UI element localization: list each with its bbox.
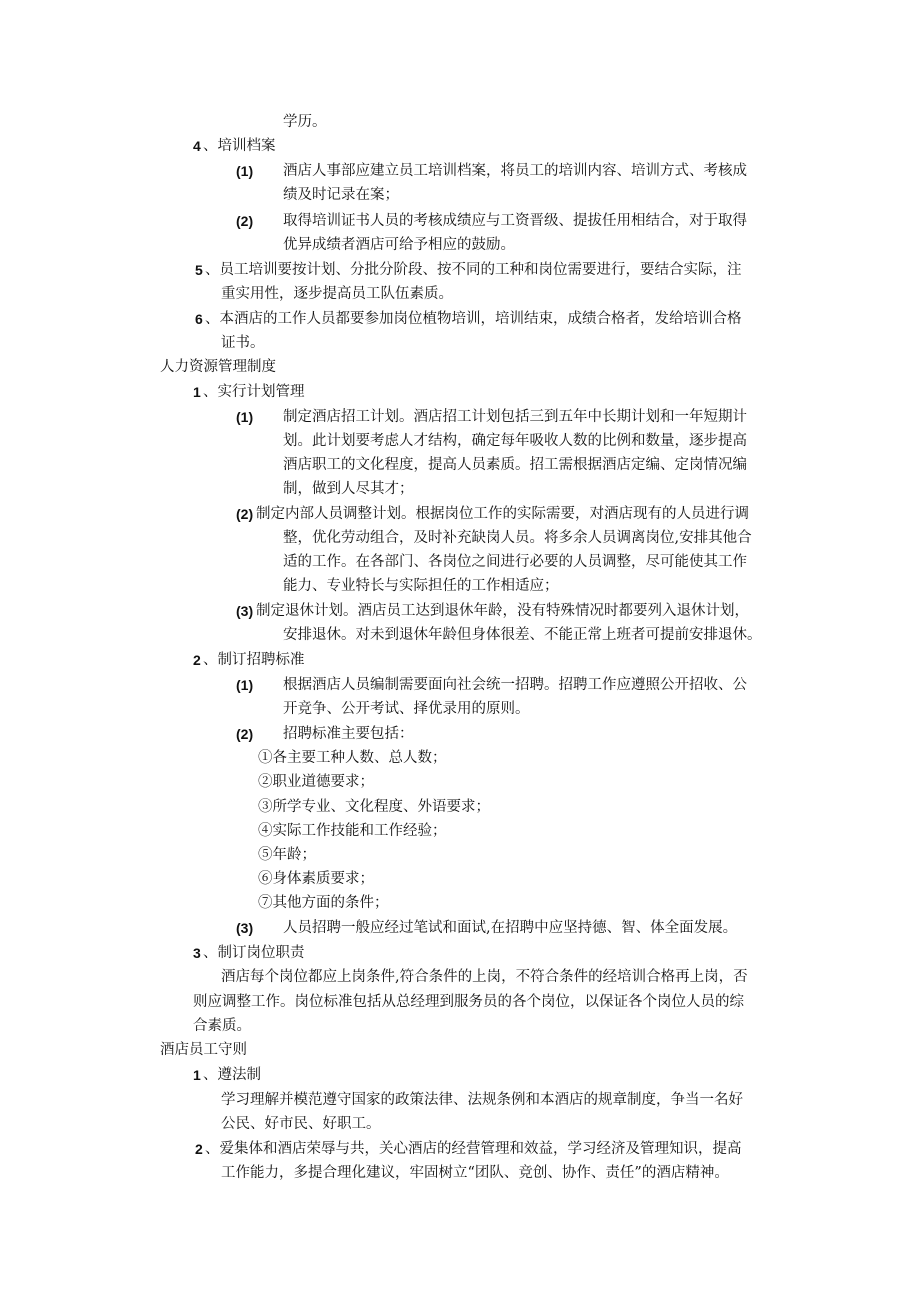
section-title: 人力资源管理制度 (160, 359, 276, 375)
list-number: 1 (193, 384, 201, 400)
text-line: 重实用性，逐步提高员工队伍素质。 (221, 286, 453, 302)
section-heading: 、实行计划管理 (203, 384, 305, 400)
list-item: ⑦其他方面的条件； (258, 895, 389, 911)
text-line: 绩及时记录在案； (283, 187, 399, 203)
sub-item-number: (2) (236, 213, 254, 229)
text-line: 制，做到人尽其才； (283, 481, 414, 497)
text-line: 能力、专业特长与实际担任的工作相适应； (283, 578, 559, 594)
section-heading: 、制订招聘标准 (203, 652, 305, 668)
sub-item-number: (3) (236, 920, 254, 936)
text-line: 开竞争、公开考试、择优录用的原则。 (283, 701, 530, 717)
list-item: ③所学专业、文化程度、外语要求； (258, 799, 490, 815)
list-number: 1 (193, 1067, 201, 1083)
text-line: 制定酒店招工计划。酒店招工计划包括三到五年中长期计划和一年短期计 (283, 409, 747, 425)
list-number: 3 (193, 945, 201, 961)
text-line: 、员工培训要按计划、分批分阶段、按不同的工种和岗位需要进行，要结合实际，注 (205, 262, 742, 278)
text-line: 合素质。 (193, 1018, 251, 1034)
list-item: ①各主要工种人数、总人数； (258, 750, 447, 766)
section-heading: 、制订岗位职责 (203, 945, 305, 961)
text-line: 、爱集体和酒店荣辱与共，关心酒店的经营管理和效益，学习经济及管理知识，提高 (205, 1141, 742, 1157)
list-item: ④实际工作技能和工作经验； (258, 823, 447, 839)
sub-item-number: (1) (236, 163, 254, 179)
text-line: 学历。 (283, 114, 327, 130)
list-number: 4 (193, 138, 201, 154)
text-line: 人员招聘一般应经过笔试和面试,在招聘中应坚持德、智、体全面发展。 (283, 920, 738, 936)
list-item: ⑥身体素质要求； (258, 871, 374, 887)
text-line: 安排退休。对未到退休年龄但身体很差、不能正常上班者可提前安排退休。 (283, 627, 762, 643)
text-line: 招聘标准主要包括： (283, 726, 414, 742)
text-line: 根据酒店人员编制需要面向社会统一招聘。招聘工作应遵照公开招收、公 (283, 677, 747, 693)
list-number: 2 (193, 652, 201, 668)
section-heading: 、培训档案 (203, 138, 276, 154)
text-line: 制定内部人员调整计划。根据岗位工作的实际需要，对酒店现有的人员进行调 (256, 506, 749, 522)
text-line: 划。此计划要考虑人才结构，确定每年吸收人数的比例和数量，逐步提高 (283, 433, 747, 449)
sub-item-number: (1) (236, 677, 254, 693)
text-line: 整，优化劳动组合，及时补充缺岗人员。将多余人员调离岗位,安排其他合 (283, 530, 752, 546)
text-line: 取得培训证书人员的考核成绩应与工资晋级、提拔任用相结合，对于取得 (283, 213, 747, 229)
text-line: 酒店人事部应建立员工培训档案，将员工的培训内容、培训方式、考核成 (283, 163, 747, 179)
text-line: 工作能力，多提合理化建议，牢固树立“团队、竞创、协作、责任”的酒店精神。 (221, 1165, 729, 1181)
sub-item-number: (2) (236, 726, 254, 742)
list-item: ②职业道德要求； (258, 774, 374, 790)
text-line: 公民、好市民、好职工。 (221, 1116, 381, 1132)
text-line: 酒店每个岗位都应上岗条件,符合条件的上岗，不符合条件的经培训合格再上岗，否 (221, 969, 748, 985)
section-title: 酒店员工守则 (160, 1042, 247, 1058)
text-line: 则应调整工作。岗位标准包括从总经理到服务员的各个岗位，以保证各个岗位人员的综 (193, 994, 744, 1010)
list-number: 2 (195, 1141, 203, 1157)
list-number: 5 (195, 262, 203, 278)
sub-item-number: (1) (236, 409, 254, 425)
text-line: 适的工作。在各部门、各岗位之间进行必要的人员调整，尽可能使其工作 (283, 554, 747, 570)
list-item: ⑤年龄； (258, 847, 316, 863)
sub-item-number: (3) (236, 603, 254, 619)
list-number: 6 (195, 311, 203, 327)
text-line: 、本酒店的工作人员都要参加岗位植物培训，培训结束，成绩合格者，发给培训合格 (205, 311, 742, 327)
text-line: 优异成绩者酒店可给予相应的鼓励。 (283, 237, 515, 253)
text-line: 酒店职工的文化程度，提高人员素质。招工需根据酒店定编、定岗情况编 (283, 457, 747, 473)
sub-item-number: (2) (236, 506, 254, 522)
text-line: 证书。 (221, 335, 265, 351)
section-heading: 、遵法制 (203, 1067, 261, 1083)
text-line: 学习理解并模范遵守国家的政策法律、法规条例和本酒店的规章制度，争当一名好 (221, 1092, 743, 1108)
text-line: 制定退休计划。酒店员工达到退休年龄，没有特殊情况时都要列入退休计划， (256, 603, 749, 619)
